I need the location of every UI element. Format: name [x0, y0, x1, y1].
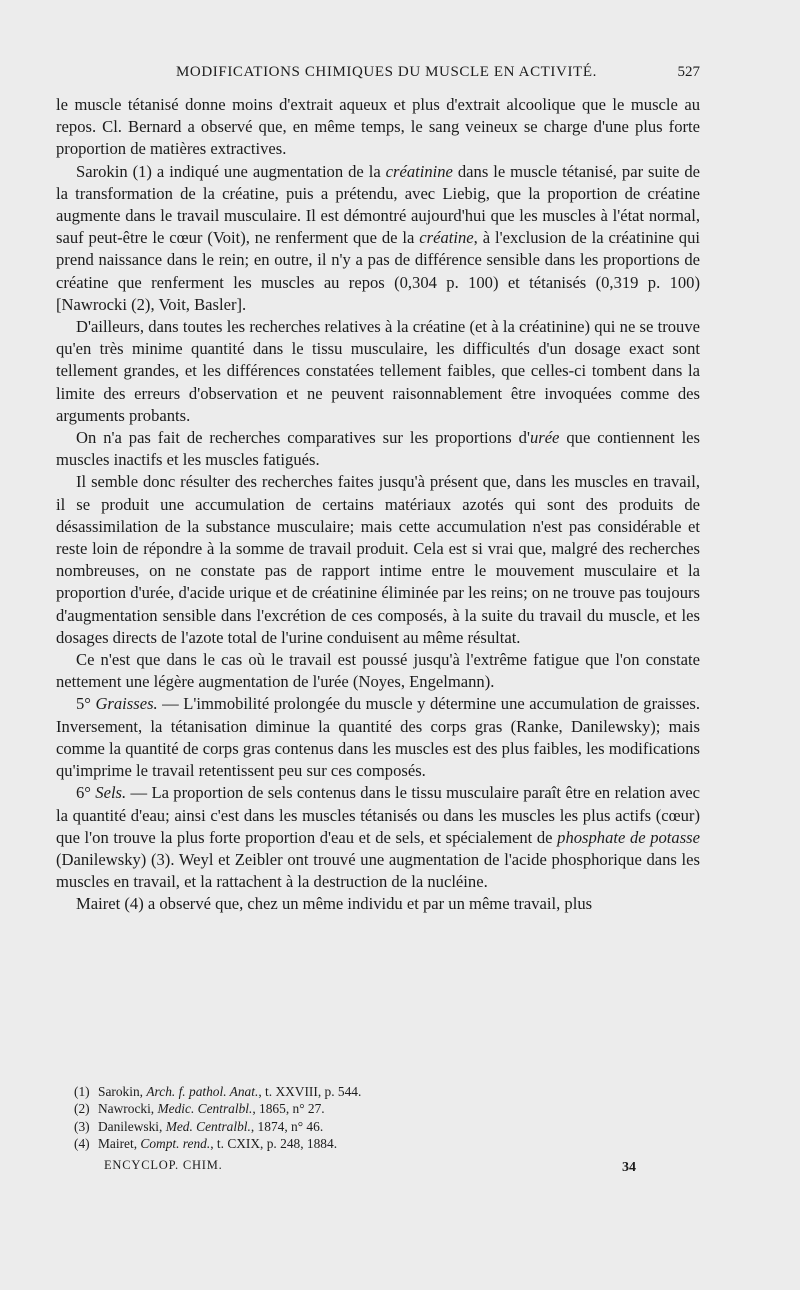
- body-text: [56, 94, 700, 916]
- text-run: D'ailleurs, dans toutes les recherches relatives à la créatine (et à la créatinine) qui ne se trouve qu'en très minime quantité dans le tissu musculaire, les difficultés d'un dosage exact sont tellement grandes, et les différences constatées tellement faibles, que celles-ci tombent dans la limite des erreurs d'observation et ne peuvent raisonnablement être invoquées comme des arguments probants.: [56, 317, 700, 425]
- footnote-reference: , 1874, n° 46.: [250, 1118, 324, 1134]
- page-header: [176, 64, 700, 86]
- italic-term: créatinine: [385, 161, 453, 181]
- footnotes: [74, 1083, 700, 1153]
- text-run: On n'a pas fait de recherches comparatives sur les proportions d': [76, 428, 530, 448]
- text-run: (Danilewsky) (3). Weyl et Zeibler ont trouvé une augmentation de l'acide phosphorique dans les muscles en travail, et la rattachent à la destruction de la nucléine.: [56, 849, 700, 892]
- footnote-journal: Med. Centralbl.: [165, 1118, 251, 1134]
- paragraph: [56, 693, 700, 782]
- text-run: que contiennent les muscles inactifs et les muscles fatigués.: [56, 428, 701, 470]
- paragraph: [56, 649, 700, 693]
- italic-term: phosphate de potasse: [557, 827, 700, 847]
- text-run: dans le muscle tétanisé, par suite de la transformation de la créatine, puis a prétendu, avec Liebig, que la proportion de créatine augmente dans le travail musculaire. Il est démontré aujourd'hui que les muscles à l'état normal, sauf peut-être le cœur (Voit), ne renferment que de la: [56, 161, 700, 248]
- footnote-number: (4): [74, 1136, 90, 1152]
- footnote-author: Nawrocki,: [98, 1101, 158, 1117]
- text-run: le muscle tétanisé donne moins d'extrait aqueux et plus d'extrait alcoolique que le muscle au repos. Cl. Bernard a observé que, en même temps, le sang veineux se charge d'une plus forte proportion de matières extractives.: [56, 95, 700, 159]
- footnote-journal: Arch. f. pathol. Anat.: [146, 1084, 259, 1099]
- text-run: Sarokin (1) a indiqué une augmentation de la: [76, 161, 386, 181]
- footnote-author: Sarokin,: [98, 1084, 147, 1099]
- footnote-reference: , 1865, n° 27.: [252, 1101, 325, 1117]
- paragraph: [56, 782, 700, 893]
- footnote: [74, 1083, 700, 1100]
- paragraph: [56, 893, 700, 915]
- footnote-number: (2): [74, 1101, 90, 1117]
- text-run: 5°: [76, 694, 96, 714]
- text-run: Mairet (4) a observé que, chez un même individu et par un même travail, plus: [76, 894, 593, 914]
- paragraph: [56, 427, 700, 471]
- footnote-journal: Medic. Centralbl.: [157, 1101, 253, 1117]
- footnote-number: (1): [74, 1084, 90, 1099]
- section-heading: Sels.: [95, 783, 127, 803]
- page-number: 527: [677, 64, 700, 80]
- footnote: [74, 1100, 700, 1117]
- sheet-number: 34: [622, 1160, 636, 1175]
- footnote: [74, 1118, 700, 1135]
- text-run: 6°: [76, 783, 96, 803]
- footnote-author: Danilewski,: [98, 1118, 166, 1134]
- footnote-author: Mairet,: [98, 1136, 141, 1152]
- footnote-number: (3): [74, 1118, 90, 1134]
- footnote-journal: Compt. rend.: [140, 1136, 211, 1152]
- footnote-reference: , t. XXVIII, p. 544.: [258, 1084, 362, 1099]
- text-run: — L'immobilité prolongée du muscle y détermine une accumulation de graisses. Inversement, la tétanisation diminue la quantité des corps gras (Ranke, Danilewsky); mais comme la quantité de corps gras contenus dans les muscles est des plus faibles, les modifications qu'imprime le travail retentissent peu sur ces composés.: [56, 694, 700, 781]
- text-run: Ce n'est que dans le cas où le travail est poussé jusqu'à l'extrême fatigue que l'on constate nettement une légère augmentation de l'urée (Noyes, Engelmann).: [56, 650, 700, 692]
- paragraph: [56, 161, 700, 316]
- paragraph: [56, 94, 700, 161]
- text-run: Il semble donc résulter des recherches faites jusqu'à présent que, dans les muscles en travail, il se produit une accumulation de certains matériaux azotés qui sont des produits de désassimilation de la substance musculaire; mais cette accumulation n'est pas considérable et reste loin de répondre à la somme de travail produit. Cela est si vrai que, malgré des recherches nombreuses, on ne constate pas de rapport intime entre le mouvement musculaire et la proportion d'urée, d'acide urique et de créatinine éliminée par les reins; on ne trouve pas toujours d'augmentation sensible dans l'excrétion de ces composés, à la suite du travail du muscle, et les dosages directs de l'azote total de l'urine conduisent au même résultat.: [56, 472, 700, 647]
- page-footer: [104, 1158, 636, 1176]
- footnote: [74, 1135, 700, 1152]
- paragraph: [56, 471, 700, 649]
- footnote-reference: , t. CXIX, p. 248, 1884.: [210, 1136, 338, 1152]
- paragraph: [56, 316, 700, 427]
- section-heading: Graisses.: [95, 694, 158, 714]
- running-title: MODIFICATIONS CHIMIQUES DU MUSCLE EN ACTIVITÉ.: [176, 64, 597, 80]
- printer-signature: ENCYCLOP. CHIM.: [104, 1158, 223, 1172]
- italic-term: urée: [529, 428, 560, 448]
- text-run: — La proportion de sels contenus dans le tissu musculaire paraît être en relation avec la quantité d'eau; ainsi c'est dans les muscles tétanisés ou dans les muscles les plus actifs (cœur) que l'on trouve la plus forte proportion d'eau et de sels, et spécialement de: [56, 783, 700, 847]
- text-run: , à l'exclusion de la créatinine qui prend naissance dans le rein; en outre, il n'y a pas de différence sensible dans les proportions de créatine que renferment les muscles au repos (0,304 p. 100) et tétanisés (0,319 p. 100) [Nawrocki (2), Voit, Basler].: [56, 228, 700, 314]
- italic-term: créatine: [419, 228, 474, 248]
